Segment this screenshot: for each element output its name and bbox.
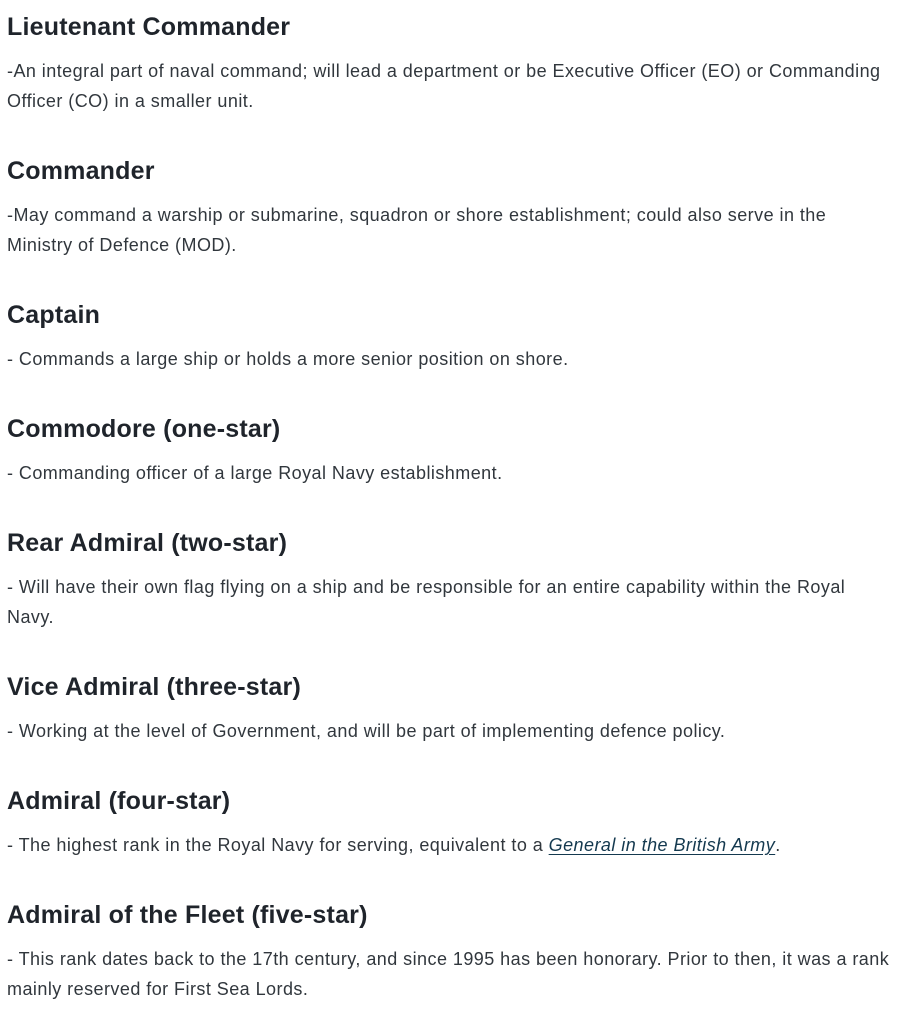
rank-description: -May command a warship or submarine, squadron or shore establishment; could also serve in the Ministry of Defence (MOD). [7,205,827,255]
rank-heading: Commander [7,157,155,185]
rank-description: - Working at the level of Government, and will be part of implementing defence policy. [7,721,726,741]
rank-heading: Admiral of the Fleet (five-star) [7,901,368,929]
rank-description: - Commanding officer of a large Royal Navy establishment. [7,463,503,483]
rank-section-commander [7,157,891,260]
rank-description: -An integral part of naval command; will lead a department or be Executive Officer (EO) or Commanding Officer (CO) in a smaller unit. [7,61,881,111]
rank-heading: Commodore (one-star) [7,415,281,443]
rank-section-rear-admiral [7,529,891,632]
rank-description: - Will have their own flag flying on a ship and be responsible for an entire capability within the Royal Navy. [7,577,846,627]
rank-section-commodore [7,415,891,488]
rank-description [7,830,891,860]
rank-section-admiral-of-the-fleet [7,901,891,1004]
rank-heading: Vice Admiral (three-star) [7,673,301,701]
rank-description: - This rank dates back to the 17th century, and since 1995 has been honorary. Prior to then, it was a rank mainly reserved for First Sea Lords. [7,949,890,999]
rank-section-admiral [7,787,891,860]
general-in-the-british-army-link[interactable]: General in the British Army [548,835,776,855]
rank-heading: Lieutenant Commander [7,13,291,41]
description-text-after-link: . [775,835,781,855]
rank-heading: Admiral (four-star) [7,787,231,815]
rank-heading: Captain [7,301,101,329]
rank-description: - Commands a large ship or holds a more senior position on shore. [7,349,569,369]
rank-section-captain [7,301,891,374]
rank-section-lieutenant-commander [7,13,891,116]
rank-section-vice-admiral [7,673,891,746]
rank-heading: Rear Admiral (two-star) [7,529,288,557]
description-text-before-link: - The highest rank in the Royal Navy for serving, equivalent to a [7,835,549,855]
